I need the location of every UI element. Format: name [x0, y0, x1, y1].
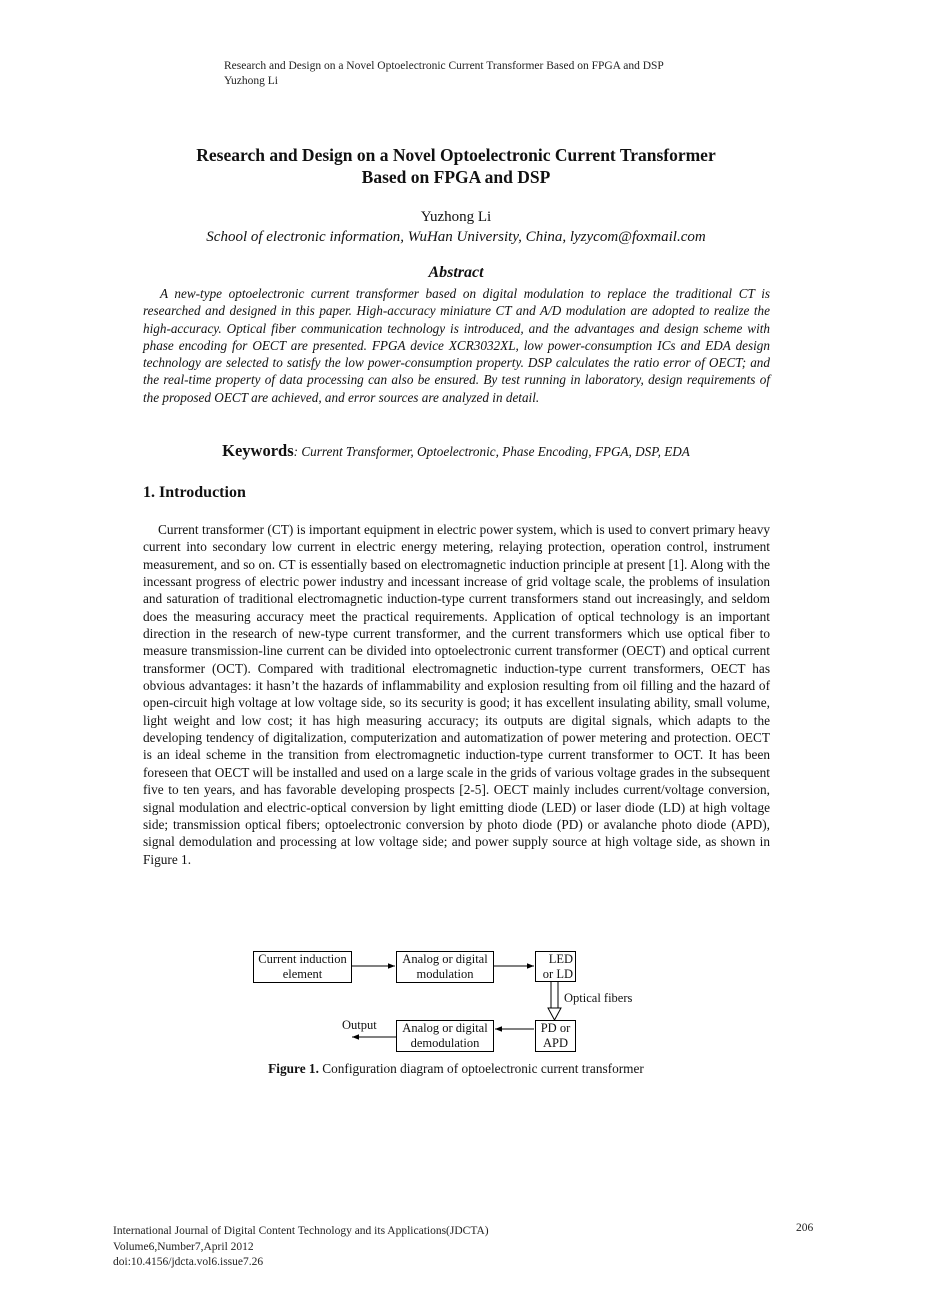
footer [113, 1224, 489, 1271]
keywords-label: Keywords [222, 441, 294, 460]
figure-1-caption-text: Configuration diagram of optoelectronic current transformer [318, 1061, 644, 1076]
optical-fiber-arrow [548, 982, 561, 1020]
box-current-induction-element: Current induction element [253, 951, 352, 983]
paper-title [100, 144, 812, 188]
abstract-text: A new-type optoelectronic current transformer based on digital modulation to replace the traditional CT is researched and designed in this paper. High-accuracy miniature CT and A/D modulation are adopted to realize the high-accuracy. Optical fiber communication technology is introduced, and the advantages and design scheme with phase encoding for OECT are presented. FPGA device XCR3032XL, low power-consumption ICs and EDA design technology are selected to satisfy the low power-consumption property. DSP calculates the ratio error of OECT; and the real-time property of data processing can also be ensured. By test running in laboratory, design requirements of the proposed OECT are achieved, and error sources are analyzed in detail. [143, 286, 770, 405]
keywords [100, 441, 812, 461]
keywords-list: : Current Transformer, Optoelectronic, Phase Encoding, FPGA, DSP, EDA [293, 444, 690, 459]
running-head-author: Yuzhong Li [224, 75, 278, 87]
abstract-heading: Abstract [428, 264, 484, 281]
label-output: Output [342, 1018, 377, 1032]
paper-title-line1: Research and Design on a Novel Optoelectronic Current Transformer [196, 145, 716, 165]
running-head-title: Research and Design on a Novel Optoelectronic Current Transformer Based on FPGA and DSP [224, 60, 664, 72]
box-modulation: Analog or digital modulation [396, 951, 494, 983]
box-led-or-ld: LED or LD [535, 951, 576, 982]
author-name: Yuzhong Li [420, 209, 492, 225]
figure-1-caption [100, 1061, 812, 1077]
introduction-paragraph: Current transformer (CT) is important equipment in electric power system, which is used to convert primary heavy current into secondary low current in electric energy metering, relaying protection, operation control, instrument measurement, and so on. CT is essentially based on electromagnetic induction principle at present [1]. Along with the incessant progress of electric power industry and incessant increase of grid voltage scale, the problems of insulation and saturation of traditional electromagnetic induction-type current transformers stand out increasingly, and seldom does the measuring accuracy meet the practical requirements. Application of optical technology is an important direction in the research of new-type current transformer, and the current transformers which use optical fiber to measure transmission-line current can be divided into optoelectronic current transformer (OECT) and optical current transformer (OCT). Compared with traditional electromagnetic induction-type current transformers, OECT has obvious advantages: it hasn’t the hazards of inflammability and explosion resulting from oil filling and the hazard of open-circuit high voltage at low voltage side, so its security is good; it has excellent insulating ability, small volume, light weight and low cost; it has high measuring accuracy; its outputs are digital signals, which adapts to the developing tendency of digitalization, computerization and automatization of power metering and protection. OECT is an ideal scheme in the transition from electromagnetic induction-type current transformer to OCT. It has been foreseen that OECT will be installed and used on a large scale in the grids of various voltage grades in the subsequent five to ten years, and has favorable developing prospects [2-5]. OECT mainly includes current/voltage conversion, signal modulation and electric-optical conversion by light emitting diode (LED) or laser diode (LD) at high voltage side; transmission optical fibers; optoelectronic conversion by photo diode (PD) or avalanche photo diode (APD), signal demodulation and processing at low voltage side; and power supply source at high voltage side, as shown in Figure 1. [143, 522, 770, 867]
box-demodulation: Analog or digital demodulation [396, 1020, 494, 1052]
page-number: 206 [796, 1222, 814, 1234]
footer-journal: International Journal of Digital Content Technology and its Applications(JDCTA) [113, 1225, 489, 1237]
footer-doi: doi:10.4156/jdcta.vol6.issue7.26 [113, 1256, 264, 1268]
author-affiliation: School of electronic information, WuHan University, China, lyzycom@foxmail.com [206, 229, 706, 245]
figure-1-diagram [240, 945, 680, 1057]
section-heading-introduction: 1. Introduction [143, 484, 246, 501]
footer-volume: Volume6,Number7,April 2012 [113, 1240, 254, 1253]
figure-1-caption-label: Figure 1. [268, 1061, 319, 1076]
running-head [224, 59, 664, 89]
box-pd-or-apd: PD or APD [535, 1020, 576, 1052]
label-optical-fibers: Optical fibers [564, 991, 633, 1005]
paper-title-line2: Based on FPGA and DSP [361, 167, 551, 187]
